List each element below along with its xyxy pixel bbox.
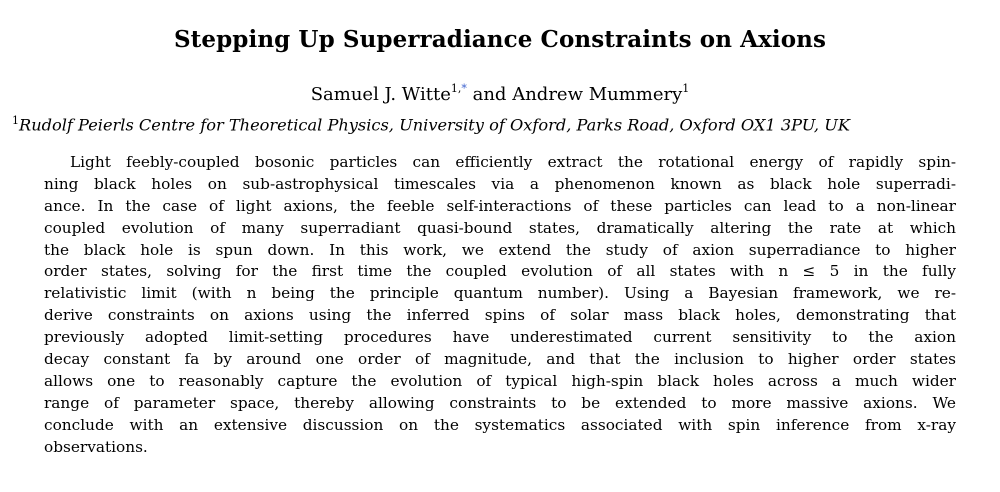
abstract-line: allows one to reasonably capture the evolution of typical high-spin black holes across a much wider (44, 371, 956, 390)
corresponding-author-link[interactable]: * (461, 82, 467, 95)
author-joiner: and (472, 84, 507, 105)
abstract-line: observations. (44, 437, 148, 456)
abstract-line: coupled evolution of many superradiant quasi-bound states, dramatically altering the rate at which (44, 218, 956, 237)
abstract-line: Light feebly-coupled bosonic particles can efficiently extract the rotational energy of rapidly spin- (70, 153, 956, 171)
paper-title: Stepping Up Superradiance Constraints on Axions (173, 26, 827, 53)
affiliation-marker: 1 (12, 114, 19, 127)
abstract (44, 152, 956, 458)
abstract-line: range of parameter space, thereby allowing constraints to be extended to more massive axions. We (44, 393, 956, 412)
abstract-line: the black hole is spun down. In this work, we extend the study of axion superradiance to higher (44, 240, 956, 259)
abstract-line: decay constant fa by around one order of magnitude, and that the inclusion to higher order states (44, 350, 956, 369)
author-line (0, 83, 1000, 105)
affiliation-text: Rudolf Peierls Centre for Theoretical Physics, University of Oxford, Parks Road, Oxford OX1 3PU, UK (19, 115, 850, 135)
author-name: Samuel J. Witte (310, 84, 451, 105)
affiliation-marker: 1,* (450, 82, 467, 95)
author-name: Andrew Mummery (512, 84, 683, 105)
abstract-line: ning black holes on sub-astrophysical timescales via a phenomenon known as black hole superradi- (44, 174, 956, 193)
abstract-line: previously adopted limit-setting procedures have underestimated current sensitivity to the axion (44, 328, 956, 347)
affiliation (12, 114, 992, 134)
abstract-line: ance. In the case of light axions, the feeble self-interactions of these particles can lead to a non-linear (44, 196, 956, 215)
affiliation-marker: 1 (682, 82, 690, 95)
abstract-line: conclude with an extensive discussion on the systematics associated with spin inference from x-ray (44, 415, 956, 434)
abstract-line: relativistic limit (with n being the principle quantum number). Using a Bayesian framework, we re- (44, 284, 956, 303)
abstract-line: order states, solving for the first time the coupled evolution of all states with n ≤ 5 in the fully (44, 262, 956, 281)
abstract-line: derive constraints on axions using the inferred spins of solar mass black holes, demonstrating that (44, 306, 956, 325)
